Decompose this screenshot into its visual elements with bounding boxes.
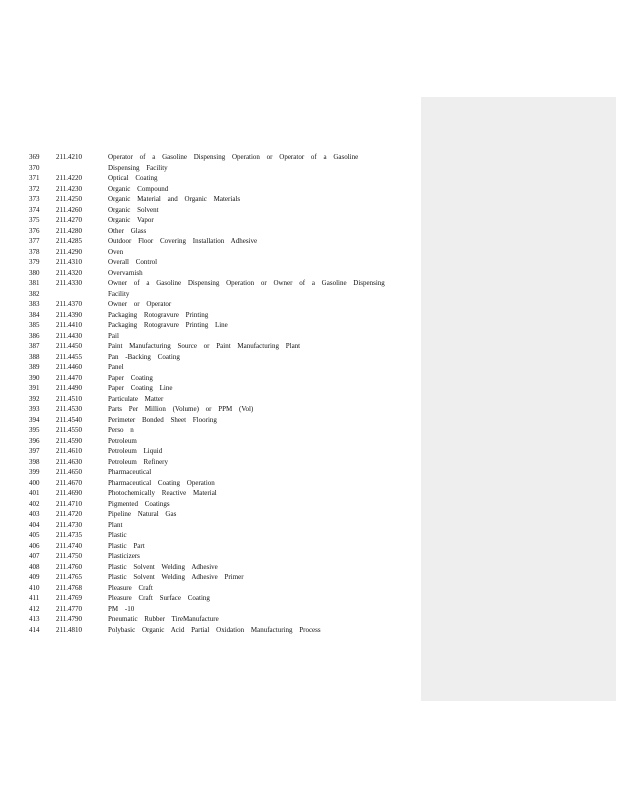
document-line (0, 467, 421, 478)
document-line (0, 226, 421, 237)
document-line (0, 289, 421, 300)
definition-term: Paper Coating Line (108, 384, 173, 392)
numbered-line-list (0, 152, 421, 635)
line-number: 394 (29, 415, 40, 424)
line-number: 400 (29, 478, 40, 487)
line-number: 403 (29, 510, 40, 518)
definition-term: PM -10 (108, 604, 135, 613)
definition-term: Organic Solvent (108, 205, 159, 214)
document-line (0, 194, 421, 205)
document-line (0, 625, 421, 636)
section-number: 211.4280 (56, 226, 82, 235)
line-number: 384 (29, 310, 40, 319)
line-number: 406 (29, 541, 40, 550)
line-number: 412 (29, 604, 40, 613)
document-line (0, 268, 421, 279)
section-number: 211.4470 (56, 373, 82, 382)
document-line (0, 583, 421, 594)
section-number: 211.4310 (56, 258, 82, 266)
section-number: 211.4770 (56, 604, 82, 613)
document-line (0, 278, 421, 289)
definition-term: Plastic Solvent Welding Adhesive (108, 562, 218, 571)
document-line (0, 257, 421, 268)
line-number: 407 (29, 552, 40, 560)
definition-term: Particulate Matter (108, 394, 164, 403)
section-number: 211.4550 (56, 426, 82, 434)
line-number: 391 (29, 384, 40, 392)
definition-term: Paper Coating (108, 373, 153, 382)
section-number: 211.4650 (56, 468, 82, 476)
document-line (0, 604, 421, 615)
section-number: 211.4690 (56, 489, 82, 497)
definition-term: Overall Control (108, 258, 158, 266)
line-number: 402 (29, 499, 40, 508)
section-number: 211.4455 (56, 352, 82, 361)
document-line (0, 562, 421, 573)
section-number: 211.4390 (56, 310, 82, 319)
document-line (0, 205, 421, 216)
document-line (0, 425, 421, 436)
document-line (0, 341, 421, 352)
definition-term: Pipeline Natural Gas (108, 510, 177, 518)
section-number: 211.4290 (56, 247, 82, 256)
section-number: 211.4710 (56, 499, 82, 508)
line-number: 395 (29, 426, 40, 434)
section-number: 211.4530 (56, 405, 82, 413)
section-number: 211.4760 (56, 562, 82, 571)
document-line (0, 446, 421, 457)
definition-term: Pleasure Craft Surface Coating (108, 594, 210, 602)
document-line (0, 530, 421, 541)
document-line (0, 394, 421, 405)
definition-term: Pneumatic Rubber TireManufacture (108, 615, 219, 623)
line-number: 374 (29, 205, 40, 214)
section-number: 211.4450 (56, 342, 82, 350)
section-number: 211.4590 (56, 436, 82, 445)
line-number: 396 (29, 436, 40, 445)
section-number: 211.4730 (56, 520, 82, 529)
section-number: 211.4630 (56, 457, 82, 466)
section-number: 211.4790 (56, 615, 82, 623)
line-number: 387 (29, 342, 40, 350)
definition-term: Plasticizers (108, 552, 140, 560)
definition-term: Owner or Operator (108, 300, 172, 308)
definition-term: Oven (108, 247, 124, 256)
line-number: 379 (29, 258, 40, 266)
document-line (0, 310, 421, 321)
section-number: 211.4210 (56, 153, 82, 161)
definition-term: Packaging Rotogravure Printing (108, 310, 209, 319)
line-number: 401 (29, 489, 40, 497)
section-number: 211.4670 (56, 478, 82, 487)
document-line (0, 541, 421, 552)
section-number: 211.4765 (56, 573, 82, 581)
document-line (0, 163, 421, 174)
document-line (0, 415, 421, 426)
definition-term: Pan -Backing Coating (108, 352, 180, 361)
definition-term: Plant (108, 520, 123, 529)
definition-term: Facility (108, 289, 130, 298)
line-number: 410 (29, 583, 40, 592)
definition-term: Packaging Rotogravure Printing Line (108, 321, 228, 329)
definition-term: Operator of a Gasoline Dispensing Operation or Operator of a Gasoline (108, 153, 359, 161)
definition-term: Perimeter Bonded Sheet Flooring (108, 415, 217, 424)
definition-term: Petroleum (108, 436, 137, 445)
document-line (0, 373, 421, 384)
section-number: 211.4460 (56, 363, 82, 371)
line-number: 385 (29, 321, 40, 329)
line-number: 413 (29, 615, 40, 623)
line-number: 376 (29, 226, 40, 235)
section-number: 211.4720 (56, 510, 82, 518)
line-number: 389 (29, 363, 40, 371)
line-number: 399 (29, 468, 40, 476)
document-line (0, 436, 421, 447)
comment-margin-panel (421, 97, 616, 701)
line-number: 390 (29, 373, 40, 382)
definition-term: Polybasic Organic Acid Partial Oxidation Manufacturing Process (108, 625, 321, 634)
line-number: 381 (29, 279, 40, 287)
definition-term: Photochemically Reactive Material (108, 489, 217, 497)
definition-term: Overvarnish (108, 268, 143, 277)
definition-term: Perso n (108, 426, 134, 434)
document-line (0, 593, 421, 604)
definition-term: Organic Vapor (108, 216, 154, 224)
line-number: 372 (29, 184, 40, 193)
document-line (0, 457, 421, 468)
document-line (0, 509, 421, 520)
document-line (0, 383, 421, 394)
line-number: 380 (29, 268, 40, 277)
document-line (0, 152, 421, 163)
definition-term: Petroleum Refinery (108, 457, 169, 466)
section-number: 211.4510 (56, 394, 82, 403)
line-number: 414 (29, 625, 40, 634)
document-line (0, 173, 421, 184)
definition-term: Owner of a Gasoline Dispensing Operation or Owner of a Gasoline Dispensing (108, 279, 385, 287)
section-number: 211.4735 (56, 531, 82, 539)
section-number: 211.4270 (56, 216, 82, 224)
document-line (0, 247, 421, 258)
section-number: 211.4370 (56, 300, 82, 308)
definition-term: Pharmaceutical Coating Operation (108, 478, 215, 487)
definition-term: Parts Per Million (Volume) or PPM (Vol) (108, 405, 254, 413)
section-number: 211.4320 (56, 268, 82, 277)
line-number: 398 (29, 457, 40, 466)
definition-term: Outdoor Floor Covering Installation Adhesive (108, 237, 258, 245)
line-number: 386 (29, 331, 40, 340)
section-number: 211.4430 (56, 331, 82, 340)
definition-term: Pail (108, 331, 119, 340)
document-line (0, 614, 421, 625)
document-line (0, 215, 421, 226)
definition-term: Panel (108, 363, 124, 371)
document-line (0, 572, 421, 583)
document-line (0, 520, 421, 531)
section-number: 211.4769 (56, 594, 82, 602)
definition-term: Plastic Part (108, 541, 145, 550)
definition-term: Optical Coating (108, 174, 158, 182)
section-number: 211.4768 (56, 583, 82, 592)
section-number: 211.4220 (56, 174, 82, 182)
section-number: 211.4285 (56, 237, 82, 245)
section-number: 211.4490 (56, 384, 82, 392)
definition-term: Pigmented Coatings (108, 499, 170, 508)
line-number: 382 (29, 289, 40, 298)
section-number: 211.4610 (56, 447, 82, 455)
definition-term: Other Glass (108, 226, 147, 235)
document-line (0, 299, 421, 310)
definition-term: Plastic Solvent Welding Adhesive Primer (108, 573, 244, 581)
definition-term: Organic Material and Organic Materials (108, 195, 241, 203)
section-number: 211.4260 (56, 205, 82, 214)
line-number: 375 (29, 216, 40, 224)
line-number: 397 (29, 447, 40, 455)
line-number: 371 (29, 174, 40, 182)
line-number: 393 (29, 405, 40, 413)
section-number: 211.4250 (56, 195, 82, 203)
section-number: 211.4740 (56, 541, 82, 550)
section-number: 211.4810 (56, 625, 82, 634)
document-line (0, 320, 421, 331)
document-line (0, 488, 421, 499)
section-number: 211.4330 (56, 279, 82, 287)
line-number: 388 (29, 352, 40, 361)
line-number: 409 (29, 573, 40, 581)
document-line (0, 331, 421, 342)
section-number: 211.4230 (56, 184, 82, 193)
line-number: 370 (29, 163, 40, 172)
definition-term: Pharmaceutical (108, 468, 152, 476)
document-line (0, 362, 421, 373)
line-number: 377 (29, 237, 40, 245)
document-line (0, 478, 421, 489)
document-line (0, 236, 421, 247)
line-number: 405 (29, 531, 40, 539)
line-number: 404 (29, 520, 40, 529)
definition-term: Plastic (108, 531, 127, 539)
document-line (0, 499, 421, 510)
document-line (0, 184, 421, 195)
definition-term: Pleasure Craft (108, 583, 153, 592)
definition-term: Dispensing Facility (108, 163, 168, 172)
definition-term: Organic Compound (108, 184, 169, 193)
definition-term: Paint Manufacturing Source or Paint Manufacturing Plant (108, 342, 301, 350)
line-number: 383 (29, 300, 40, 308)
line-number: 369 (29, 153, 40, 161)
definition-term: Petroleum Liquid (108, 447, 163, 455)
section-number: 211.4750 (56, 552, 82, 560)
line-number: 392 (29, 394, 40, 403)
document-line (0, 551, 421, 562)
line-number: 373 (29, 195, 40, 203)
section-number: 211.4540 (56, 415, 82, 424)
document-line (0, 404, 421, 415)
document-line (0, 352, 421, 363)
line-number: 411 (29, 594, 40, 602)
line-number: 378 (29, 247, 40, 256)
line-number: 408 (29, 562, 40, 571)
section-number: 211.4410 (56, 321, 82, 329)
